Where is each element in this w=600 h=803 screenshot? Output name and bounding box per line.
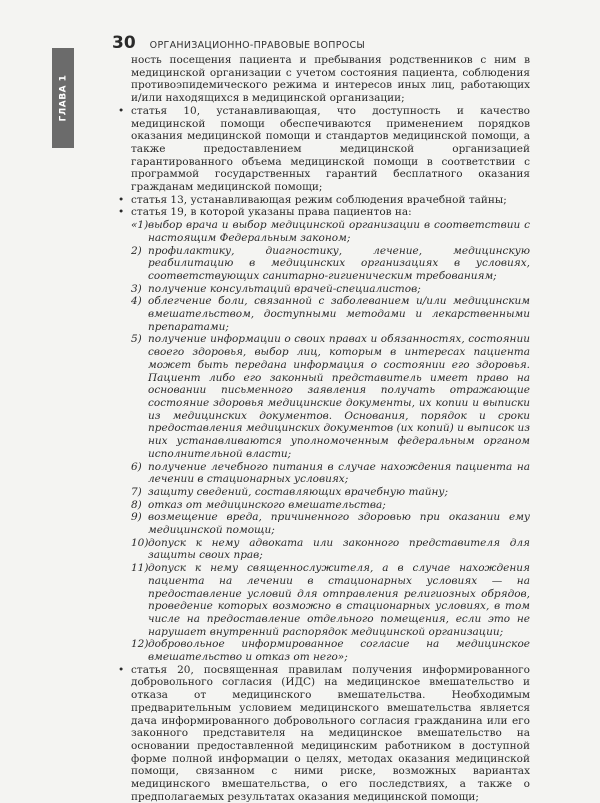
running-title: ОРГАНИЗАЦИОННО-ПРАВОВЫЕ ВОПРОСЫ [149,40,366,51]
list-item-number: 10) [131,536,149,549]
list-item-text: возмещение вреда, причиненного здоровью при оказании ему медицинской помощи; [148,511,530,537]
list-item [131,283,530,296]
list-item [131,295,530,333]
intro-paragraph: ность посещения пациента и пребывания родственников с ним в медицинской организации с учетом состояния пациента, соблюдения противоэпидемического режима и интересов иных лиц, работающих и/или находящихся в медицинской организации; [131,54,530,105]
chapter-tab-label: ГЛАВА 1 [58,74,68,122]
bullet-article-19: • статья 19, в которой указаны права пациентов на: [117,206,530,219]
list-item [131,245,530,283]
list-item-text: выбор врача и выбор медицинской организации в соответствии с настоящим Федеральным законом; [148,219,530,244]
bullet-article-20: • статья 20, посвященная правилам получения информированного добровольного согласия (ИДС) на медицинское вмешательство и отказа от медицинского вмешательства. Необходимым предварительным условием медицинского вмешательства является дача информированного добровольного согласия гражданина или его законного представителя на медицинское вмешательство на основании предоставленной медицинским работником в доступной форме полной информации о целях, методах оказания медицинской помощи, связанном с ними риске, возможных вариантах медицинского вмешательства, о его последствиях, а также о предполагаемых результатах оказания медицинской помощи; [117,664,530,803]
list-item-number: 4) [131,295,142,308]
list-item-text: защиту сведений, составляющих врачебную тайну; [148,485,449,498]
list-item [131,333,530,460]
patient-rights-list [117,219,530,664]
list-item-text: получение консультаций врачей-специалистов; [148,282,421,295]
list-item [131,219,530,244]
list-item-number: 5) [131,333,142,346]
list-item-number: 7) [131,485,142,498]
list-item-text: облегчение боли, связанной с заболеванием и/или медицинским вмешательством, доступными методами и лекарственными препаратами; [148,295,530,333]
page-header [112,33,540,53]
list-item [131,638,530,663]
page-body [117,54,530,803]
list-item-text: добровольное информированное согласие на медицинское вмешательство и отказ от него»; [148,638,530,664]
list-item-number: 9) [131,511,142,524]
bullet-article-13: • статья 13, устанавливающая режим соблюдения врачебной тайны; [117,194,530,207]
list-item-text: отказ от медицинского вмешательства; [148,498,386,511]
list-item-text: получение информации о своих правах и обязанностях, состоянии своего здоровья, выбор лиц, которым в интересах пациента может быть передана информация о состоянии его здоровья. Пациент либо его законный представитель имеет право на основании письменного заявления получать отражающие состояние здоровья медицинские документы, их копии и выписки из медицинских документов. Основания, порядок и сроки предоставления медицинских документов (их копий) и выписок из них устанавливаются уполномоченным федеральным органом исполнительной власти; [148,333,530,460]
list-item-number: «1) [131,219,149,232]
list-item-text: допуск к нему адвоката или законного представителя для защиты своих прав; [148,536,530,562]
list-item [131,486,530,499]
list-item-number: 11) [131,562,149,575]
list-item-number: 2) [131,244,142,257]
list-item [131,511,530,536]
list-item [131,499,530,512]
list-item-text: допуск к нему священнослужителя, а в случае нахождения пациента на лечении в стационарных условиях — на предоставление условий для отправления религиозных обрядов, проведение которых возможно в стационарных условиях, в том числе на предоставление отдельного помещения, если это не нарушает внутренний распорядок медицинской организации; [148,562,530,638]
list-item [131,562,530,638]
bullet-article-10: • статья 10, устанавливающая, что доступность и качество медицинской помощи обеспечиваются применением порядков оказания медицинской помощи и стандартов медицинской помощи, а также предоставлением медицинской организацией гарантированного объема медицинской помощи в соответствии с программой государственных гарантий бесплатного оказания гражданам медицинской помощи; [117,105,530,194]
list-item-number: 6) [131,460,142,473]
chapter-tab [52,48,74,148]
list-item-number: 3) [131,282,142,295]
page-number: 30 [112,33,136,53]
list-item-number: 12) [131,638,149,651]
list-item-text: получение лечебного питания в случае нахождения пациента на лечении в стационарных условиях; [148,460,530,486]
list-item-number: 8) [131,498,142,511]
list-item [131,537,530,562]
list-item [131,461,530,486]
list-item-text: профилактику, диагностику, лечение, медицинскую реабилитацию в медицинских организациях в условиях, соответствующих санитарно-гигиеническим требованиям; [148,244,530,282]
